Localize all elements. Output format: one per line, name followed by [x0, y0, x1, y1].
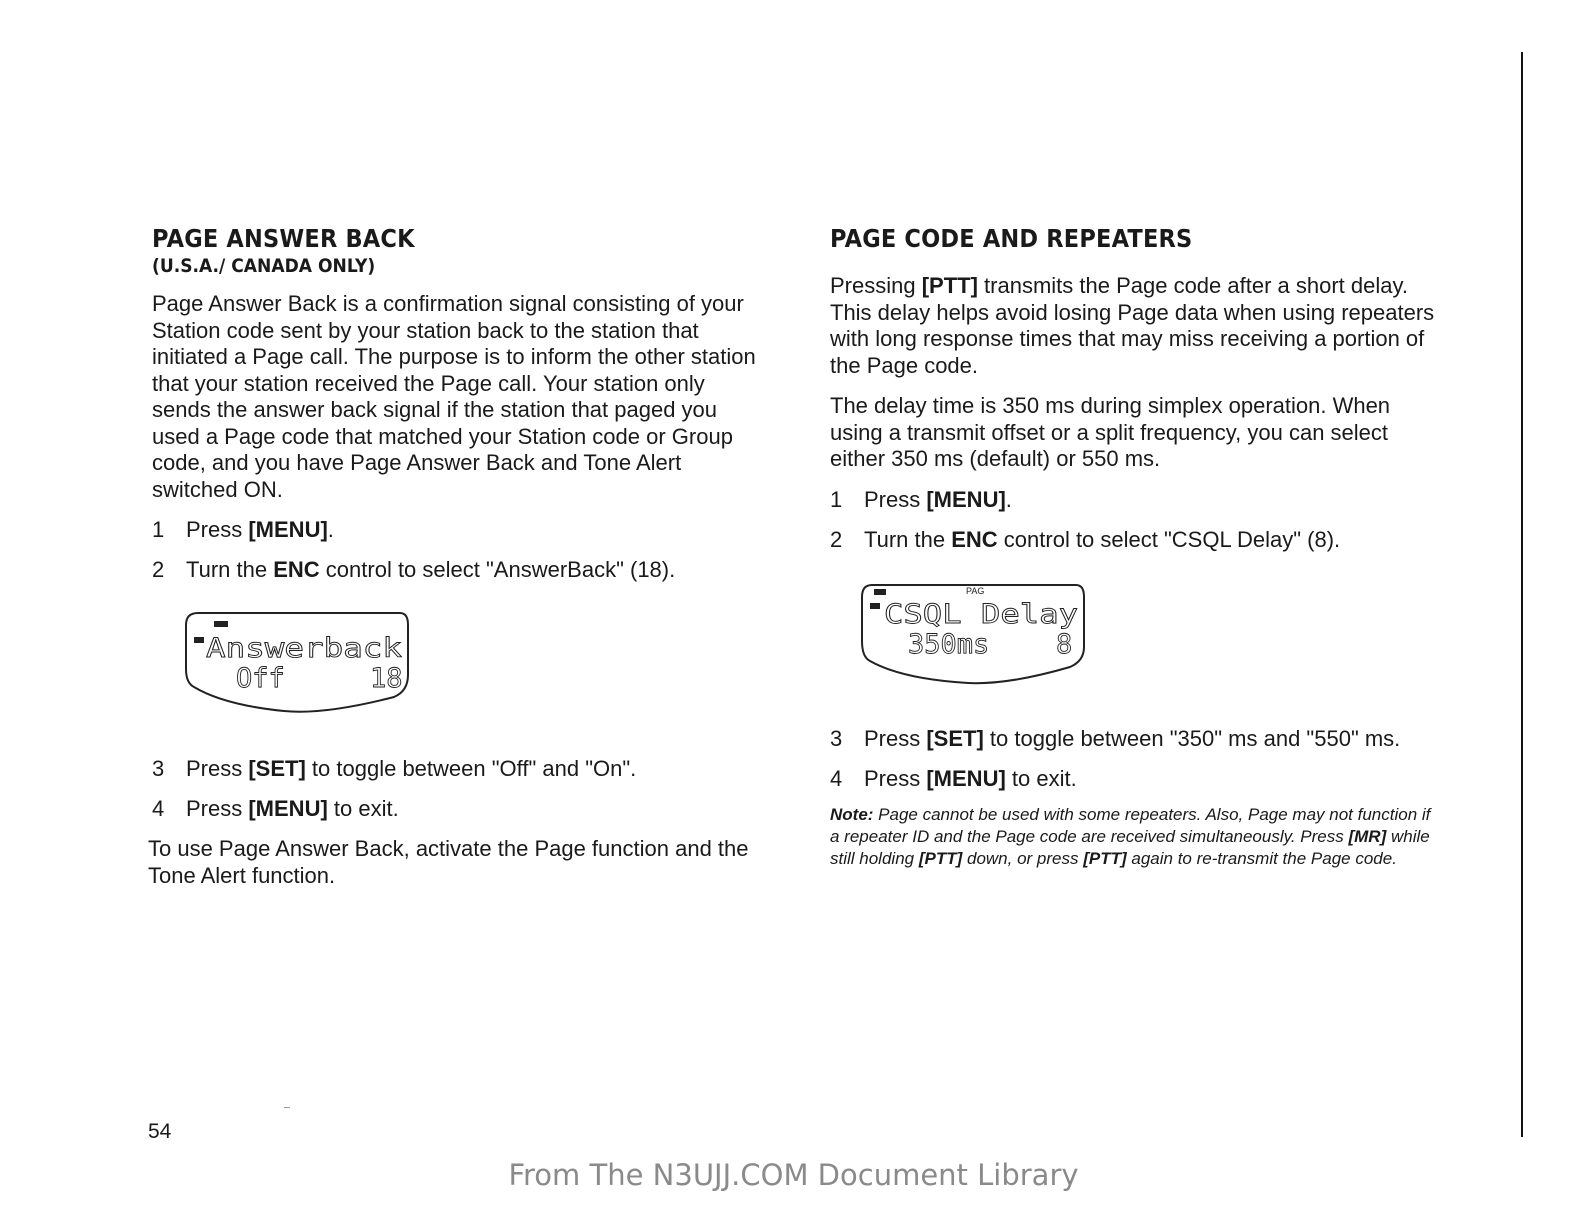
footer-watermark: From The N3UJJ.COM Document Library — [508, 1158, 1079, 1192]
page-number: 54 — [148, 1120, 172, 1143]
lcd-tag: PAG — [966, 585, 985, 596]
lcd-line-1: Answerback — [206, 633, 402, 664]
step-number: 2 — [830, 526, 843, 552]
lcd-indicator-icon — [874, 589, 886, 595]
note-paragraph: Note: Page cannot be used with some repeaters. Also, Page may not function if a repeater ID and the Page code are received simultaneously. Press [MR] while still holding [PTT] down, or press [PTT] again to re-transmit the Page code. — [830, 804, 1431, 868]
page-edge-line — [1521, 52, 1523, 1137]
intro-paragraph: Page Answer Back is a confirmation signal consisting of your Station code sent by your station back to the station that initiated a Page call. The purpose is to inform the other station that your station received the Page call. Your station only sends the answer back signal if the station that paged you used a Page code that matched your Station code or Group code, and you have Page Answer Back and Tone Alert switched ON. — [152, 291, 756, 502]
left-column — [148, 224, 767, 889]
step-text: Turn the ENC control to select "CSQL Delay" (8). — [864, 526, 1341, 552]
step-text: Press [MENU]. — [186, 517, 334, 542]
lcd-value: Off — [236, 663, 285, 694]
lcd-value: 350ms — [908, 628, 990, 660]
step-3 — [830, 726, 1440, 752]
step-text: Press [MENU] to exit. — [864, 765, 1077, 791]
step-3 — [152, 756, 767, 782]
paragraph-1: Pressing [PTT] transmits the Page code after a short delay. This delay helps avoid losing Page data when using repeaters with long response times that may miss receiving a portion of the Page code. — [830, 273, 1435, 378]
section-subtitle: (U.S.A./ CANADA ONLY) — [152, 255, 376, 277]
step-number: 4 — [152, 796, 165, 821]
section-title-page-code-and-repeaters: PAGE CODE AND REPEATERS — [830, 224, 1193, 253]
step-number: 4 — [830, 765, 843, 791]
step-number: 1 — [152, 517, 165, 542]
section-title-page-answer-back: PAGE ANSWER BACK — [152, 224, 415, 253]
step-text: Turn the ENC control to select "AnswerBack" (18). — [186, 557, 676, 582]
step-1 — [152, 517, 767, 543]
lcd-number: 18 — [370, 663, 403, 694]
lcd-display-answerback — [184, 607, 412, 713]
lcd-line-1: CSQL Delay — [884, 598, 1078, 630]
step-2 — [152, 557, 767, 583]
step-text: Press [SET] to toggle between "Off" and "On". — [186, 756, 637, 781]
step-4 — [152, 796, 767, 822]
step-2 — [830, 527, 1440, 553]
step-number: 3 — [830, 725, 843, 751]
right-column — [830, 224, 1440, 870]
step-text: Press [MENU]. — [864, 486, 1012, 512]
paragraph-2: The delay time is 350 ms during simplex operation. When using a transmit offset or a split frequency, you can select either 350 ms (default) or 550 ms. — [830, 393, 1391, 471]
lcd-marker-icon — [194, 637, 204, 643]
step-number: 2 — [152, 557, 165, 582]
lcd-number: 8 — [1056, 628, 1073, 660]
step-text: Press [MENU] to exit. — [186, 796, 399, 821]
closing-paragraph: To use Page Answer Back, activate the Page function and the Tone Alert function. — [148, 836, 749, 888]
step-number: 3 — [152, 756, 165, 781]
scan-mark — [284, 1107, 290, 1108]
step-number: 1 — [830, 486, 843, 512]
step-1 — [830, 487, 1440, 513]
step-text: Press [SET] to toggle between "350" ms and "550" ms. — [864, 725, 1401, 751]
step-4 — [830, 766, 1440, 792]
lcd-marker-icon — [870, 603, 880, 609]
lcd-indicator-icon — [214, 621, 228, 627]
lcd-display-csql-delay — [858, 577, 1088, 685]
